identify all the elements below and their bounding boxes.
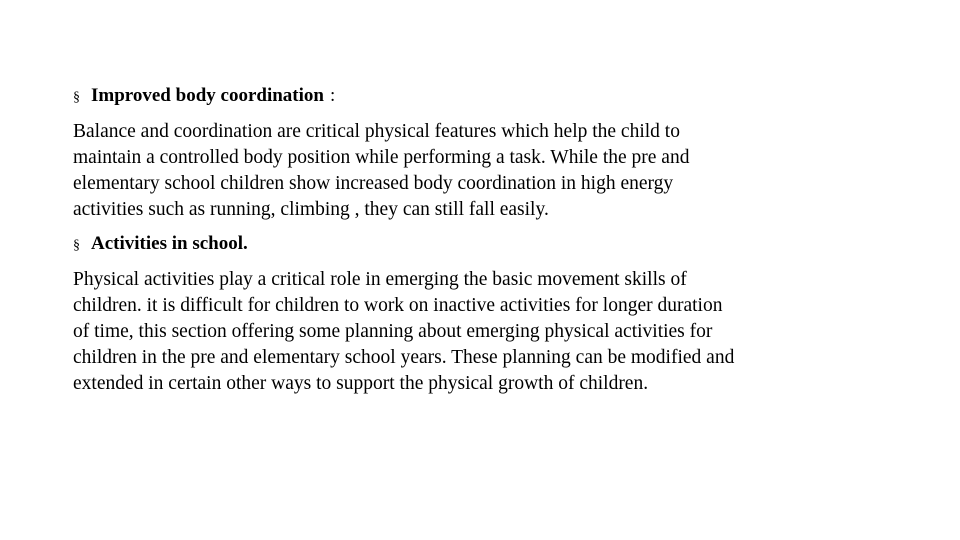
paragraph-line: Physical activities play a critical role in emerging the basic movement skills of	[73, 269, 687, 290]
paragraph-body-coordination	[73, 119, 903, 223]
paragraph-line: children in the pre and elementary school years. These planning can be modified and	[73, 347, 735, 368]
heading-colon: :	[329, 85, 336, 106]
paragraph-line: children. it is difficult for children to work on inactive activities for longer duration	[73, 295, 723, 316]
paragraph-line: maintain a controlled body position while performing a task. While the pre and	[73, 147, 690, 168]
bullet-marker-icon: §	[73, 238, 80, 253]
paragraph-line: extended in certain other ways to support the physical growth of children.	[73, 373, 649, 394]
slide-content	[73, 83, 903, 405]
paragraph-activities-in-school	[73, 267, 903, 397]
heading-text: Activities in school.	[91, 233, 248, 254]
section-heading-body-coordination	[73, 83, 903, 111]
section-heading-activities-in-school	[73, 231, 903, 259]
paragraph-line: Balance and coordination are critical physical features which help the child to	[73, 121, 680, 142]
paragraph-line: elementary school children show increased body coordination in high energy	[73, 173, 674, 194]
heading-text: Improved body coordination	[91, 85, 324, 106]
bullet-marker-icon: §	[73, 90, 80, 105]
paragraph-line: of time, this section offering some planning about emerging physical activities for	[73, 321, 713, 342]
paragraph-line: activities such as running, climbing , they can still fall easily.	[73, 199, 549, 220]
